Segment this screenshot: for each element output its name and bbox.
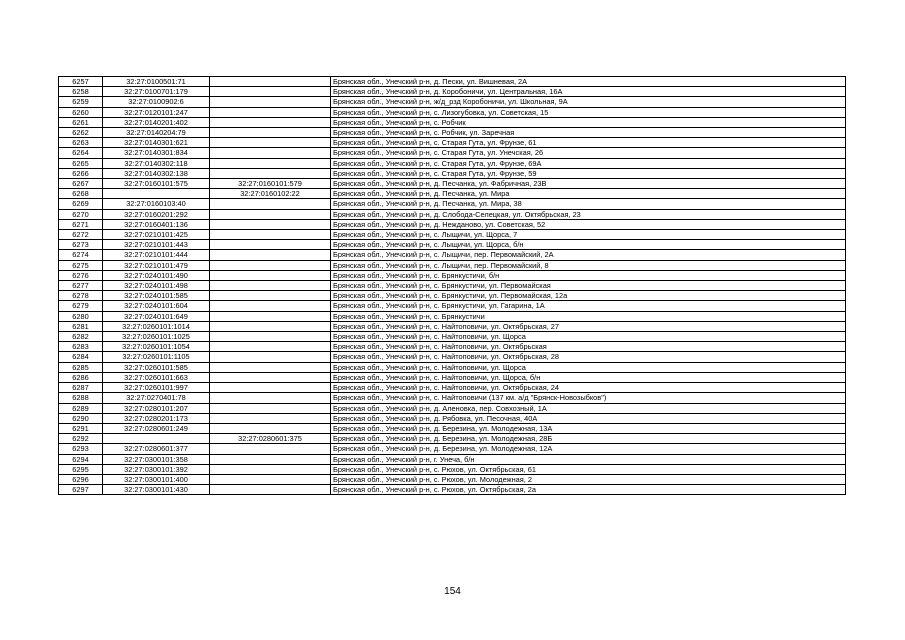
- cadastral-number-cell: 32:27:0100902:6: [103, 97, 210, 107]
- address-cell: Брянская обл., Унечский р-н, с. Брянкустичи, ул. Первомайская, 12а: [331, 291, 846, 301]
- table-row: [59, 332, 846, 342]
- row-number-cell: 6272: [59, 230, 103, 240]
- secondary-cadastral-number-cell: [210, 148, 331, 158]
- address-cell: Брянская обл., Унечский р-н, с. Старая Гута, ул. Фрунзе, 59: [331, 168, 846, 178]
- address-cell: Брянская обл., Унечский р-н, с. Старая Гута, ул. Фрунзе, 69А: [331, 158, 846, 168]
- address-cell: Брянская обл., Унечский р-н, с. Найтоповичи, ул. Щорса: [331, 362, 846, 372]
- secondary-cadastral-number-cell: [210, 321, 331, 331]
- cadastral-number-cell: 32:27:0260101:997: [103, 383, 210, 393]
- secondary-cadastral-number-cell: [210, 413, 331, 423]
- address-cell: Брянская обл., Унечский р-н, д. Нежданово, ул. Советская, 52: [331, 219, 846, 229]
- address-cell: Брянская обл., Унечский р-н, д. Березина, ул. Молодежная, 12А: [331, 444, 846, 454]
- secondary-cadastral-number-cell: [210, 168, 331, 178]
- secondary-cadastral-number-cell: [210, 444, 331, 454]
- address-cell: Брянская обл., Унечский р-н, д. Пески, ул. Вишневая, 2А: [331, 77, 846, 87]
- secondary-cadastral-number-cell: [210, 250, 331, 260]
- address-cell: Брянская обл., Унечский р-н, с. Брянкустичи, ул. Гагарина, 1А: [331, 301, 846, 311]
- address-cell: Брянская обл., Унечский р-н, с. Лизогубовка, ул. Советская, 15: [331, 107, 846, 117]
- cadastral-number-cell: 32:27:0260101:1014: [103, 321, 210, 331]
- address-cell: Брянская обл., Унечский р-н, с. Найтоповичи (137 км. а/д "Брянск-Новозыбков"): [331, 393, 846, 403]
- table-row: [59, 117, 846, 127]
- table-row: [59, 270, 846, 280]
- secondary-cadastral-number-cell: [210, 128, 331, 138]
- secondary-cadastral-number-cell: [210, 311, 331, 321]
- address-cell: Брянская обл., Унечский р-н, с. Найтоповичи, ул. Октябрьская, 27: [331, 321, 846, 331]
- address-cell: Брянская обл., Унечский р-н, д. Аленовка, пер. Совхозный, 1А: [331, 403, 846, 413]
- row-number-cell: 6289: [59, 403, 103, 413]
- table-row: [59, 97, 846, 107]
- cadastral-number-cell: 32:27:0210101:479: [103, 260, 210, 270]
- table-row: [59, 87, 846, 97]
- cadastral-number-cell: 32:27:0140204:79: [103, 128, 210, 138]
- cadastral-number-cell: 32:27:0280201:173: [103, 413, 210, 423]
- row-number-cell: 6266: [59, 168, 103, 178]
- secondary-cadastral-number-cell: [210, 464, 331, 474]
- row-number-cell: 6274: [59, 250, 103, 260]
- table-row: [59, 301, 846, 311]
- secondary-cadastral-number-cell: [210, 97, 331, 107]
- secondary-cadastral-number-cell: [210, 209, 331, 219]
- cadastral-number-cell: 32:27:0140301:834: [103, 148, 210, 158]
- address-cell: Брянская обл., Унечский р-н, д. Рябовка, ул. Песочная, 40А: [331, 413, 846, 423]
- address-cell: Брянская обл., Унечский р-н, с. Лыщичи, ул. Щорса, 7: [331, 230, 846, 240]
- cadastral-number-cell: 32:27:0300101:400: [103, 474, 210, 484]
- cadastral-number-cell: 32:27:0210101:443: [103, 240, 210, 250]
- table-row: [59, 219, 846, 229]
- address-cell: Брянская обл., Унечский р-н, д. Березина, ул. Молодежная, 28Б: [331, 434, 846, 444]
- table-row: [59, 454, 846, 464]
- table-row: [59, 321, 846, 331]
- table-row: [59, 403, 846, 413]
- row-number-cell: 6276: [59, 270, 103, 280]
- cadastral-number-cell: 32:27:0280601:377: [103, 444, 210, 454]
- secondary-cadastral-number-cell: [210, 383, 331, 393]
- address-cell: Брянская обл., Унечский р-н, д. Песчанка, ул. Мира, 38: [331, 199, 846, 209]
- table-row: [59, 372, 846, 382]
- row-number-cell: 6286: [59, 372, 103, 382]
- table-row: [59, 199, 846, 209]
- secondary-cadastral-number-cell: [210, 372, 331, 382]
- address-cell: Брянская обл., Унечский р-н, с. Лыщичи, пер. Первомайский, 8: [331, 260, 846, 270]
- registry-table: [58, 76, 846, 495]
- address-cell: Брянская обл., Унечский р-н, с. Найтоповичи, ул. Октябрьская, 28: [331, 352, 846, 362]
- row-number-cell: 6268: [59, 189, 103, 199]
- cadastral-number-cell: 32:27:0260101:1054: [103, 342, 210, 352]
- table-row: [59, 240, 846, 250]
- row-number-cell: 6284: [59, 352, 103, 362]
- address-cell: Брянская обл., Унечский р-н, с. Рюхов, ул. Молодежная, 2: [331, 474, 846, 484]
- table-row: [59, 158, 846, 168]
- cadastral-number-cell: 32:27:0260101:663: [103, 372, 210, 382]
- cadastral-number-cell: 32:27:0240101:585: [103, 291, 210, 301]
- secondary-cadastral-number-cell: [210, 77, 331, 87]
- row-number-cell: 6290: [59, 413, 103, 423]
- address-cell: Брянская обл., Унечский р-н, с. Лыщичи, пер. Первомайский, 2А: [331, 250, 846, 260]
- table-row: [59, 464, 846, 474]
- table-row: [59, 260, 846, 270]
- address-cell: Брянская обл., Унечский р-н, ж/д_рзд Коробоничи, ул. Школьная, 9А: [331, 97, 846, 107]
- secondary-cadastral-number-cell: [210, 423, 331, 433]
- table-row: [59, 444, 846, 454]
- row-number-cell: 6287: [59, 383, 103, 393]
- cadastral-number-cell: 32:27:0160101:575: [103, 179, 210, 189]
- row-number-cell: 6260: [59, 107, 103, 117]
- table-row: [59, 107, 846, 117]
- address-cell: Брянская обл., Унечский р-н, с. Робчик, ул. Заречная: [331, 128, 846, 138]
- table-row: [59, 485, 846, 495]
- table-row: [59, 362, 846, 372]
- cadastral-number-cell: 32:27:0270401:78: [103, 393, 210, 403]
- cadastral-number-cell: 32:27:0100501:71: [103, 77, 210, 87]
- row-number-cell: 6258: [59, 87, 103, 97]
- table-row: [59, 383, 846, 393]
- row-number-cell: 6261: [59, 117, 103, 127]
- row-number-cell: 6262: [59, 128, 103, 138]
- row-number-cell: 6281: [59, 321, 103, 331]
- table-row: [59, 189, 846, 199]
- table-row: [59, 291, 846, 301]
- table-row: [59, 281, 846, 291]
- secondary-cadastral-number-cell: [210, 281, 331, 291]
- table-row: [59, 393, 846, 403]
- row-number-cell: 6282: [59, 332, 103, 342]
- secondary-cadastral-number-cell: [210, 260, 331, 270]
- address-cell: Брянская обл., Унечский р-н, с. Робчик: [331, 117, 846, 127]
- secondary-cadastral-number-cell: 32:27:0280601:375: [210, 434, 331, 444]
- address-cell: Брянская обл., Унечский р-н, с. Брянкустичи, ул. Первомайская: [331, 281, 846, 291]
- table-row: [59, 230, 846, 240]
- cadastral-number-cell: [103, 434, 210, 444]
- row-number-cell: 6292: [59, 434, 103, 444]
- cadastral-number-cell: 32:27:0300101:358: [103, 454, 210, 464]
- address-cell: Брянская обл., Унечский р-н, д. Песчанка, ул. Фабричная, 23В: [331, 179, 846, 189]
- secondary-cadastral-number-cell: [210, 240, 331, 250]
- secondary-cadastral-number-cell: [210, 474, 331, 484]
- cadastral-number-cell: 32:27:0300101:430: [103, 485, 210, 495]
- address-cell: Брянская обл., Унечский р-н, г. Унеча, б/н: [331, 454, 846, 464]
- address-cell: Брянская обл., Унечский р-н, д. Березина, ул. Молодежная, 13А: [331, 423, 846, 433]
- table-row: [59, 434, 846, 444]
- address-cell: Брянская обл., Унечский р-н, д. Слобода-Селецкая, ул. Октябрьская, 23: [331, 209, 846, 219]
- cadastral-number-cell: 32:27:0280101:207: [103, 403, 210, 413]
- secondary-cadastral-number-cell: [210, 454, 331, 464]
- secondary-cadastral-number-cell: [210, 291, 331, 301]
- cadastral-number-cell: 32:27:0260101:1025: [103, 332, 210, 342]
- table-row: [59, 342, 846, 352]
- row-number-cell: 6296: [59, 474, 103, 484]
- cadastral-number-cell: 32:27:0210101:425: [103, 230, 210, 240]
- row-number-cell: 6288: [59, 393, 103, 403]
- row-number-cell: 6263: [59, 138, 103, 148]
- cadastral-number-cell: [103, 189, 210, 199]
- secondary-cadastral-number-cell: [210, 362, 331, 372]
- secondary-cadastral-number-cell: [210, 158, 331, 168]
- address-cell: Брянская обл., Унечский р-н, с. Найтоповичи, ул. Октябрьская: [331, 342, 846, 352]
- table-row: [59, 179, 846, 189]
- row-number-cell: 6257: [59, 77, 103, 87]
- row-number-cell: 6279: [59, 301, 103, 311]
- cadastral-number-cell: 32:27:0100701:179: [103, 87, 210, 97]
- table-row: [59, 128, 846, 138]
- table-row: [59, 250, 846, 260]
- secondary-cadastral-number-cell: [210, 219, 331, 229]
- secondary-cadastral-number-cell: [210, 270, 331, 280]
- secondary-cadastral-number-cell: [210, 301, 331, 311]
- row-number-cell: 6273: [59, 240, 103, 250]
- row-number-cell: 6271: [59, 219, 103, 229]
- address-cell: Брянская обл., Унечский р-н, с. Найтоповичи, ул. Октябрьская, 24: [331, 383, 846, 393]
- cadastral-number-cell: 32:27:0300101:392: [103, 464, 210, 474]
- address-cell: Брянская обл., Унечский р-н, с. Старая Гута, ул. Унечская, 26: [331, 148, 846, 158]
- row-number-cell: 6283: [59, 342, 103, 352]
- row-number-cell: 6293: [59, 444, 103, 454]
- row-number-cell: 6277: [59, 281, 103, 291]
- cadastral-number-cell: 32:27:0140301:621: [103, 138, 210, 148]
- cadastral-number-cell: 32:27:0240101:649: [103, 311, 210, 321]
- cadastral-number-cell: 32:27:0160201:292: [103, 209, 210, 219]
- address-cell: Брянская обл., Унечский р-н, с. Рюхов, ул. Октябрьская, 61: [331, 464, 846, 474]
- table-row: [59, 138, 846, 148]
- address-cell: Брянская обл., Унечский р-н, с. Брянкустичи: [331, 311, 846, 321]
- table-row: [59, 474, 846, 484]
- address-cell: Брянская обл., Унечский р-н, с. Рюхов, ул. Октябрьская, 2а: [331, 485, 846, 495]
- row-number-cell: 6291: [59, 423, 103, 433]
- address-cell: Брянская обл., Унечский р-н, с. Найтоповичи, ул. Щорса, б/н: [331, 372, 846, 382]
- row-number-cell: 6285: [59, 362, 103, 372]
- secondary-cadastral-number-cell: [210, 352, 331, 362]
- table-row: [59, 148, 846, 158]
- secondary-cadastral-number-cell: [210, 332, 331, 342]
- table-row: [59, 413, 846, 423]
- secondary-cadastral-number-cell: [210, 342, 331, 352]
- row-number-cell: 6278: [59, 291, 103, 301]
- registry-table-body: [59, 77, 846, 495]
- address-cell: Брянская обл., Унечский р-н, с. Лыщичи, ул. Щорса, б/н: [331, 240, 846, 250]
- cadastral-number-cell: 32:27:0260101:1105: [103, 352, 210, 362]
- row-number-cell: 6275: [59, 260, 103, 270]
- cadastral-number-cell: 32:27:0210101:444: [103, 250, 210, 260]
- secondary-cadastral-number-cell: [210, 485, 331, 495]
- secondary-cadastral-number-cell: [210, 117, 331, 127]
- secondary-cadastral-number-cell: 32:27:0160101:579: [210, 179, 331, 189]
- row-number-cell: 6295: [59, 464, 103, 474]
- secondary-cadastral-number-cell: [210, 230, 331, 240]
- cadastral-number-cell: 32:27:0140302:118: [103, 158, 210, 168]
- cadastral-number-cell: 32:27:0240101:490: [103, 270, 210, 280]
- cadastral-number-cell: 32:27:0280601:249: [103, 423, 210, 433]
- address-cell: Брянская обл., Унечский р-н, с. Найтоповичи, ул. Щорса: [331, 332, 846, 342]
- table-row: [59, 77, 846, 87]
- secondary-cadastral-number-cell: [210, 87, 331, 97]
- secondary-cadastral-number-cell: 32:27:0160102:22: [210, 189, 331, 199]
- row-number-cell: 6270: [59, 209, 103, 219]
- row-number-cell: 6297: [59, 485, 103, 495]
- page-number: 154: [444, 586, 461, 597]
- table-row: [59, 168, 846, 178]
- table-row: [59, 352, 846, 362]
- cadastral-number-cell: 32:27:0240101:498: [103, 281, 210, 291]
- table-row: [59, 209, 846, 219]
- cadastral-number-cell: 32:27:0120101:247: [103, 107, 210, 117]
- cadastral-number-cell: 32:27:0160103:40: [103, 199, 210, 209]
- cadastral-number-cell: 32:27:0240101:604: [103, 301, 210, 311]
- secondary-cadastral-number-cell: [210, 403, 331, 413]
- secondary-cadastral-number-cell: [210, 199, 331, 209]
- cadastral-number-cell: 32:27:0260101:585: [103, 362, 210, 372]
- table-row: [59, 311, 846, 321]
- row-number-cell: 6280: [59, 311, 103, 321]
- address-cell: Брянская обл., Унечский р-н, д. Коробоничи, ул. Центральная, 16А: [331, 87, 846, 97]
- cadastral-number-cell: 32:27:0140201:402: [103, 117, 210, 127]
- cadastral-number-cell: 32:27:0140302:138: [103, 168, 210, 178]
- row-number-cell: 6294: [59, 454, 103, 464]
- address-cell: Брянская обл., Унечский р-н, с. Брянкустичи, б/н: [331, 270, 846, 280]
- secondary-cadastral-number-cell: [210, 138, 331, 148]
- row-number-cell: 6265: [59, 158, 103, 168]
- address-cell: Брянская обл., Унечский р-н, д. Песчанка, ул. Мира: [331, 189, 846, 199]
- cadastral-number-cell: 32:27:0160401:136: [103, 219, 210, 229]
- address-cell: Брянская обл., Унечский р-н, с. Старая Гута, ул. Фрунзе, 61: [331, 138, 846, 148]
- secondary-cadastral-number-cell: [210, 393, 331, 403]
- row-number-cell: 6267: [59, 179, 103, 189]
- row-number-cell: 6259: [59, 97, 103, 107]
- secondary-cadastral-number-cell: [210, 107, 331, 117]
- row-number-cell: 6264: [59, 148, 103, 158]
- table-row: [59, 423, 846, 433]
- row-number-cell: 6269: [59, 199, 103, 209]
